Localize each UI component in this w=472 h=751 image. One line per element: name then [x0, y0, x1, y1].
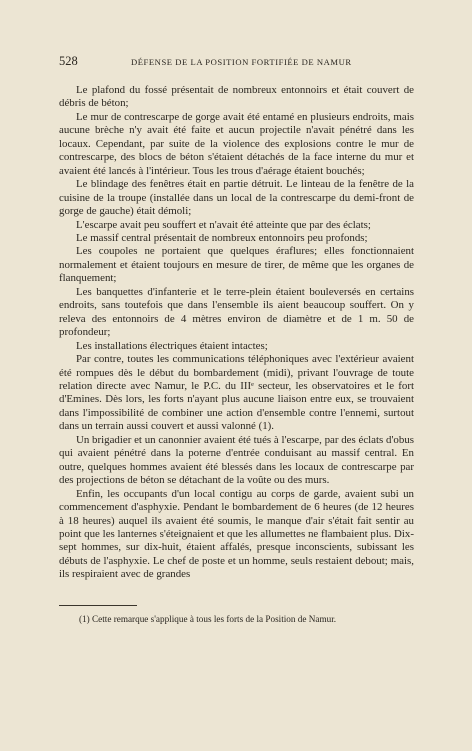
paragraph: Le massif central présentait de nombreux entonnoirs peu profonds; [76, 231, 368, 244]
paragraph: Un brigadier et un canonnier avaient été tués à l'escarpe, par des éclats d'obus qui avaient pénétré dans la poterne d'entrée conduisant au massif central. En outre, quelques hommes avaient été blessés dans les locaux de contrescarpe par des projections de béton se détachant de la voûte ou des murs. [59, 433, 414, 487]
paragraph: Les coupoles ne portaient que quelques éraflures; elles fonctionnaient normalement et étaient toujours en mesure de tirer, de même que les organes de flanquement; [59, 245, 414, 285]
paragraph: Les banquettes d'infanterie et le terre-plein étaient bouleversés en certains endroits, sans toutefois que dans l'ensemble ils aient beaucoup souffert. On y releva des entonnoirs de 4 mètres environ de diamètre et de 1 m. 50 de profondeur; [59, 285, 414, 339]
running-title: DÉFENSE DE LA POSITION FORTIFIÉE DE NAMUR [131, 57, 352, 67]
paragraph: Les installations électriques étaient intactes; [76, 339, 268, 352]
page-header [59, 54, 414, 70]
paragraph: Enfin, les occupants d'un local contigu au corps de garde, avaient subi un commencement d'asphyxie. Pendant le bombardement de 6 heures (de 12 heures à 18 heures) auquel ils avaient été soumis, le manque d'air s'était fait sentir au point que les lanternes s'éteignaient et que les allumettes ne flambaient plus. Dix-sept hommes, sur dix-huit, étaient affalés, presque inconscients, subissant les débuts de l'asphyxie. Le chef de poste et un homme, seuls restaient debout; mais, ils respiraient avec de grandes [59, 487, 414, 581]
footnote-rule [59, 605, 137, 606]
paragraph: Le mur de contrescarpe de gorge avait été entamé en plusieurs endroits, mais aucune brèche n'y avait été faite et aucun projectile n'avait pénétré dans les locaux. Cependant, par suite de la violence des explosions contre le mur de contrescarpe, des blocs de béton s'étaient détachés de la face interne du mur et avaient été lancés à l'intérieur. Tous les trous d'aérage étaient bouchés; [59, 110, 414, 177]
body-text [59, 84, 414, 582]
paragraph: L'escarpe avait peu souffert et n'avait été atteinte que par des éclats; [76, 218, 371, 231]
page-number: 528 [59, 54, 78, 68]
paragraph: Le blindage des fenêtres était en partie détruit. Le linteau de la fenêtre de la cuisine de la troupe (installée dans un local de la contrescarpe du demi-front de gorge de gauche) était démoli; [59, 178, 414, 218]
paragraph: Par contre, toutes les communications téléphoniques avec l'extérieur avaient été rompues dès le début du bombardement (midi), privant l'ouvrage de toute relation directe avec Namur, le P.C. du IIIᵉ secteur, les observatoires et le fort d'Emines. Dès lors, les forts n'ayant plus aucune liaison entre eux, se trouvaient dans l'impossibilité de combiner une action d'ensemble contre l'ennemi, surtout dans un terrain aussi couvert et aussi valonné (1). [59, 353, 414, 433]
paragraph: Le plafond du fossé présentait de nombreux entonnoirs et était couvert de débris de béton; [59, 84, 414, 110]
footnote: (1) Cette remarque s'applique à tous les forts de la Position de Namur. [79, 613, 337, 624]
